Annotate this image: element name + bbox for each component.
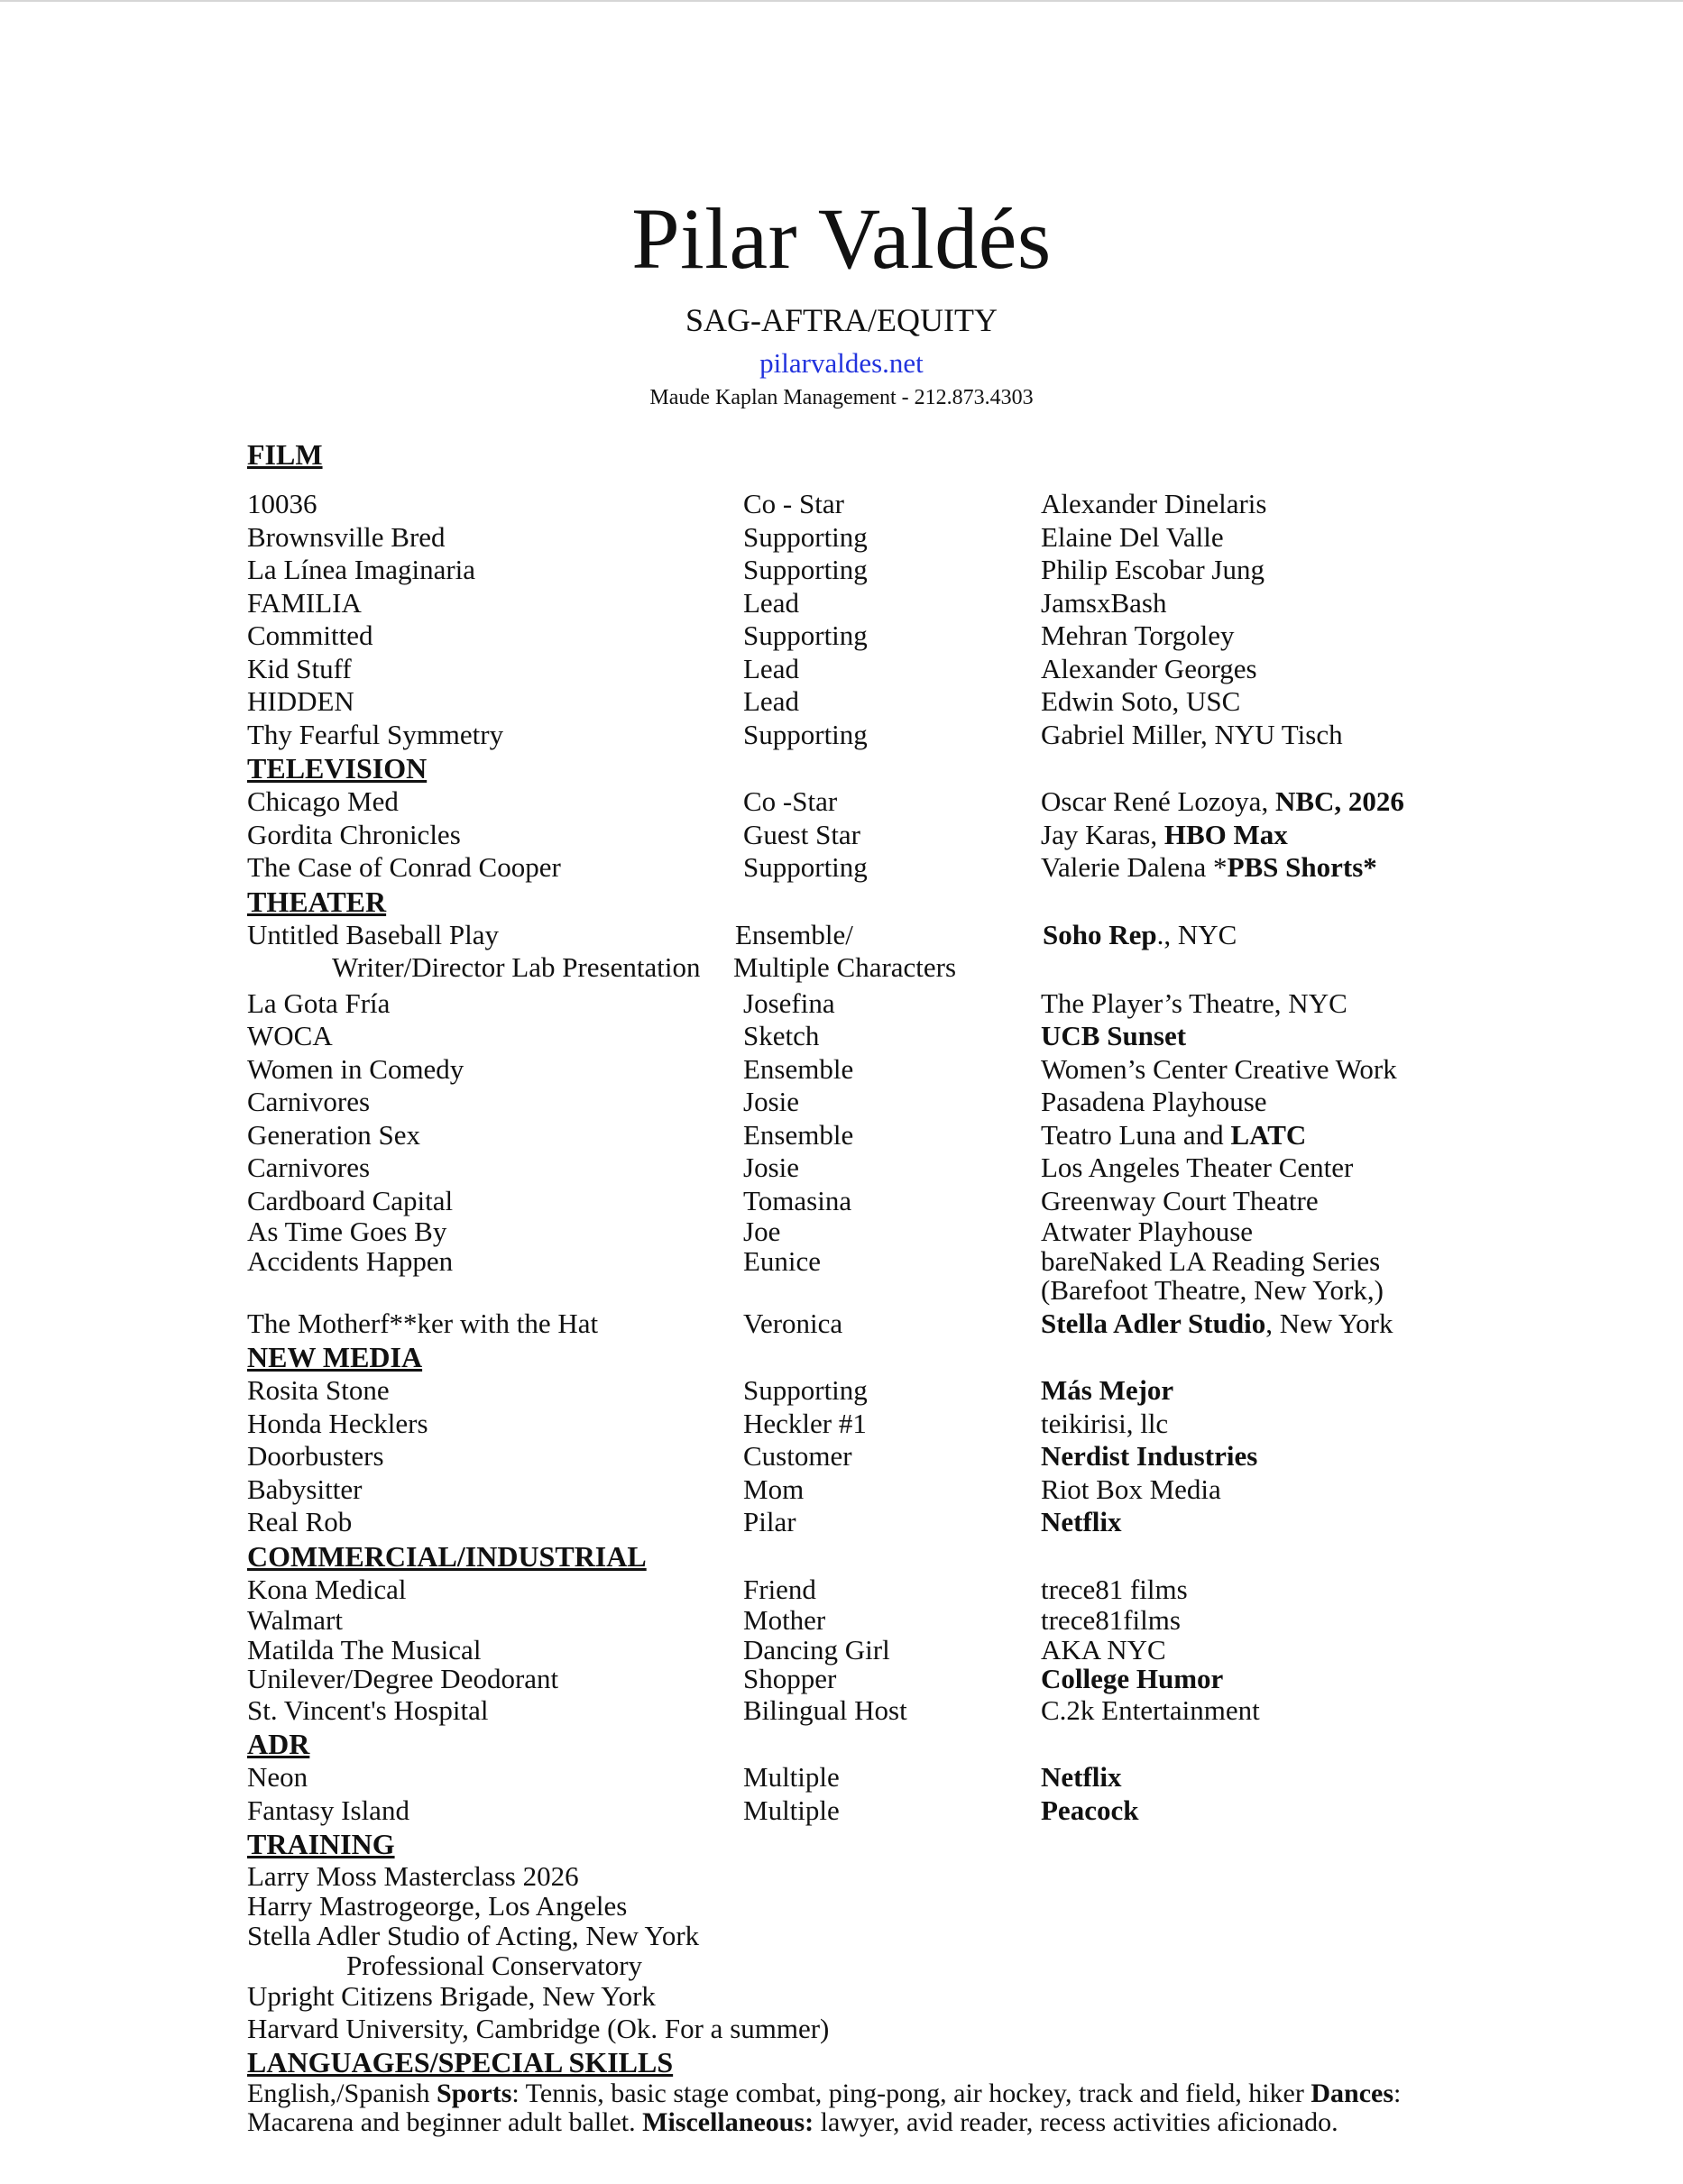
credit-title: FAMILIA <box>247 586 362 619</box>
credit-row <box>247 1217 1636 1247</box>
credit-company <box>1041 987 1347 1021</box>
film-list <box>247 488 1636 751</box>
credit-role: Friend <box>743 1573 816 1605</box>
credit-company-plain: C.2k Entertainment <box>1041 1693 1260 1726</box>
credit-title: As Time Goes By <box>247 1216 447 1247</box>
section-heading-theater: THEATER <box>247 885 387 918</box>
credit-role: Supporting <box>743 520 868 553</box>
section-heading-new-media: NEW MEDIA <box>247 1341 423 1373</box>
new-media-list <box>247 1374 1636 1539</box>
credit-company-plain: trece81 films <box>1041 1573 1188 1605</box>
credit-subtitle: Writer/Director Lab Presentation <box>332 951 701 983</box>
credit-role: Ensemble <box>743 1052 854 1085</box>
credit-company-plain: Oscar René Lozoya, <box>1041 785 1275 817</box>
credit-company-plain: Atwater Playhouse <box>1041 1216 1254 1247</box>
credit-role: Josie <box>743 1086 799 1117</box>
credit-company <box>1041 1020 1186 1053</box>
credit-subrow <box>247 1276 1636 1306</box>
credit-subrole: Multiple Characters <box>733 951 957 983</box>
credit-role: Supporting <box>743 851 868 883</box>
credit-title: Kona Medical <box>247 1573 407 1605</box>
credit-company: Mehran Torgoley <box>1041 619 1235 651</box>
credit-company: bareNaked LA Reading Series <box>1041 1244 1381 1277</box>
section-heading-training: TRAINING <box>247 1828 395 1860</box>
credit-company <box>1041 1506 1122 1539</box>
credit-role: Lead <box>743 685 799 717</box>
credit-role: Supporting <box>743 718 868 750</box>
skills-languages: English,/Spanish <box>247 2078 437 2108</box>
section-heading-skills: LANGUAGES/SPECIAL SKILLS <box>247 2046 674 2078</box>
training-item: Larry Moss Masterclass 2026 <box>247 1860 579 1892</box>
credit-title: Real Rob <box>247 1506 353 1537</box>
credit-row <box>247 1244 1636 1277</box>
credit-company <box>1041 1794 1138 1828</box>
credit-title: Women in Comedy <box>247 1052 464 1085</box>
credit-title: Neon <box>247 1761 308 1793</box>
credit-role: Heckler #1 <box>743 1407 867 1439</box>
credit-company-plain: Valerie Dalena * <box>1041 851 1228 883</box>
credit-role: Mother <box>743 1604 826 1636</box>
credit-company-bold: Stella Adler Studio <box>1041 1307 1266 1339</box>
credit-company <box>1041 1217 1253 1247</box>
credit-title: Generation Sex <box>247 1118 420 1151</box>
training-item: Harry Mastrogeorge, Los Angeles <box>247 1890 628 1922</box>
section-heading-commercial: COMMERCIAL/INDUSTRIAL <box>247 1539 647 1573</box>
credit-role: Supporting <box>743 619 868 651</box>
credit-company-bold: Nerdist Industries <box>1041 1440 1258 1472</box>
credit-title: The Case of Conrad Cooper <box>247 851 561 883</box>
credit-row <box>247 1374 1636 1408</box>
credit-company-plain: Teatro Luna and <box>1041 1118 1231 1151</box>
credit-company: Elaine Del Valle <box>1041 520 1224 553</box>
credit-company: Philip Escobar Jung <box>1041 554 1265 585</box>
credit-title: Matilda The Musical <box>247 1633 482 1666</box>
credit-title: Untitled Baseball Play <box>247 918 499 950</box>
adr-list <box>247 1761 1636 1827</box>
credit-row <box>247 1308 1636 1341</box>
credit-title: Doorbusters <box>247 1440 384 1472</box>
credit-role: Lead <box>743 586 799 619</box>
credit-row <box>247 987 1636 1021</box>
credit-row <box>247 1574 1636 1607</box>
credit-title: Carnivores <box>247 1152 371 1183</box>
credit-title: St. Vincent's Hospital <box>247 1693 489 1726</box>
credit-title: Honda Hecklers <box>247 1407 428 1439</box>
skills-dances: : Macarena and beginner adult ballet. <box>247 2078 1402 2137</box>
credit-row <box>247 1020 1636 1053</box>
credit-row <box>247 1633 1636 1666</box>
credit-role: Co -Star <box>743 785 838 817</box>
training-list <box>247 1861 1636 2045</box>
management-contact: Maude Kaplan Management - 212.873.4303 <box>649 386 1034 409</box>
credit-row <box>247 685 1636 719</box>
credit-title: Gordita Chronicles <box>247 818 461 850</box>
credit-company-bold: College Humor <box>1041 1663 1224 1694</box>
credit-company <box>1041 1574 1188 1607</box>
credit-row <box>247 521 1636 555</box>
resume-header <box>0 180 1683 411</box>
credit-company-bold: Netflix <box>1041 1506 1122 1537</box>
website-link[interactable]: pilarvaldes.net <box>759 347 924 379</box>
credit-company <box>1041 1606 1181 1636</box>
credit-title: Cardboard Capital <box>247 1184 454 1216</box>
credit-title: Thy Fearful Symmetry <box>247 718 504 750</box>
credit-company-plain: , New York <box>1265 1307 1393 1339</box>
credit-row <box>247 1086 1636 1119</box>
television-list <box>247 785 1636 885</box>
credit-title: 10036 <box>247 488 317 519</box>
credit-role: Ensemble/ <box>735 918 853 950</box>
commercial-list <box>247 1574 1636 1728</box>
credit-row <box>247 851 1636 885</box>
credit-subrow <box>247 951 1636 985</box>
resume-body <box>247 437 1636 2137</box>
credit-company <box>1041 1185 1319 1218</box>
credit-company-plain: AKA NYC <box>1041 1633 1166 1666</box>
credit-row <box>247 785 1636 819</box>
credit-company-plain: Pasadena Playhouse <box>1041 1086 1267 1117</box>
credit-company <box>1041 1374 1173 1408</box>
skills-paragraph <box>247 2079 1465 2137</box>
credit-row <box>247 1473 1636 1507</box>
actor-name: Pilar Valdés <box>631 190 1052 287</box>
credit-company-plain: teikirisi, llc <box>1041 1407 1169 1439</box>
credit-row <box>247 587 1636 620</box>
credit-role: Eunice <box>743 1244 822 1277</box>
credit-company-plain: Women’s Center Creative Work <box>1041 1052 1397 1085</box>
credit-row <box>247 488 1636 521</box>
credit-company-bold: UCB Sunset <box>1041 1020 1187 1051</box>
credit-title: Kid Stuff <box>247 652 352 684</box>
skills-misc: lawyer, avid reader, recess activities aficionado. <box>814 2107 1338 2137</box>
credit-company <box>1041 819 1288 852</box>
credit-title: WOCA <box>247 1020 333 1051</box>
credit-company-plain: Los Angeles Theater Center <box>1041 1152 1354 1183</box>
credit-company: JamsxBash <box>1041 586 1167 619</box>
credit-company-plain: trece81films <box>1041 1604 1181 1636</box>
credit-row <box>247 919 1636 952</box>
training-item: Harvard University, Cambridge (Ok. For a summer) <box>247 2013 830 2044</box>
credit-row <box>247 1408 1636 1441</box>
credit-title: Fantasy Island <box>247 1794 409 1826</box>
top-divider <box>0 0 1683 2</box>
credit-company-bold: LATC <box>1230 1118 1307 1151</box>
credit-company <box>1041 785 1404 819</box>
credit-row <box>247 1665 1636 1694</box>
credit-title: Accidents Happen <box>247 1244 454 1277</box>
credit-role: Dancing Girl <box>743 1633 890 1666</box>
credit-row <box>247 719 1636 752</box>
credit-row <box>247 1794 1636 1828</box>
credit-company: Alexander Georges <box>1041 652 1257 684</box>
credit-row <box>247 619 1636 653</box>
credit-role: Josie <box>743 1152 799 1183</box>
credit-company-plain: Greenway Court Theatre <box>1041 1184 1319 1216</box>
skills-sports: : Tennis, basic stage combat, ping-pong, air hockey, track and field, hiker <box>511 2078 1311 2108</box>
credit-company-bold: Netflix <box>1041 1761 1122 1793</box>
credit-row <box>247 554 1636 587</box>
credit-company <box>1043 919 1237 952</box>
credit-company-bold: Peacock <box>1041 1794 1139 1826</box>
credit-row <box>247 1185 1636 1218</box>
credit-company: Gabriel Miller, NYU Tisch <box>1041 718 1343 750</box>
credit-company <box>1041 1633 1166 1666</box>
credit-role: Veronica <box>743 1307 843 1339</box>
credit-company <box>1041 1053 1397 1087</box>
credit-row <box>247 1053 1636 1087</box>
section-heading-adr: ADR <box>247 1728 310 1760</box>
credit-role: Joe <box>743 1216 781 1247</box>
credit-company <box>1041 1119 1306 1152</box>
credit-role: Shopper <box>743 1663 837 1694</box>
skills-sports-label: Sports <box>437 2078 512 2108</box>
credit-company <box>1041 851 1377 885</box>
training-item: Upright Citizens Brigade, New York <box>247 1980 656 2012</box>
credit-company <box>1041 1665 1223 1694</box>
credit-company-continued: (Barefoot Theatre, New York,) <box>1041 1274 1384 1306</box>
section-heading-film: FILM <box>247 438 323 471</box>
credit-company-bold: NBC, 2026 <box>1274 785 1404 817</box>
credit-role: Customer <box>743 1440 852 1472</box>
credit-title: Walmart <box>247 1604 343 1636</box>
section-heading-television: TELEVISION <box>247 752 428 785</box>
credit-role: Guest Star <box>743 818 861 850</box>
credit-role: Bilingual Host <box>743 1693 907 1726</box>
credit-role: Pilar <box>743 1506 796 1537</box>
credit-row <box>247 1506 1636 1539</box>
credit-title: HIDDEN <box>247 685 354 717</box>
credit-company-plain: The Player’s Theatre, NYC <box>1041 986 1347 1019</box>
theater-list <box>247 919 1636 1341</box>
credit-role: Mom <box>743 1473 805 1505</box>
credit-role: Sketch <box>743 1020 820 1051</box>
credit-company <box>1041 1761 1122 1794</box>
credit-company <box>1041 1152 1353 1185</box>
credit-row <box>247 1606 1636 1636</box>
credit-company: Edwin Soto, USC <box>1041 685 1241 717</box>
credit-row <box>247 653 1636 686</box>
credit-role: Ensemble <box>743 1118 854 1151</box>
union-affiliation: SAG-AFTRA/EQUITY <box>685 302 998 338</box>
credit-title: Babysitter <box>247 1473 363 1505</box>
credit-role: Lead <box>743 652 799 684</box>
credit-role: Tomasina <box>743 1184 852 1216</box>
credit-role: Multiple <box>743 1794 840 1826</box>
credit-row <box>247 1119 1636 1152</box>
credit-title: Rosita Stone <box>247 1374 390 1406</box>
credit-title: La Gota Fría <box>247 986 391 1019</box>
credit-row <box>247 1152 1636 1185</box>
credit-company <box>1041 1440 1257 1473</box>
credit-row <box>247 1694 1636 1728</box>
credit-row <box>247 1761 1636 1794</box>
skills-misc-label: Miscellaneous: <box>642 2107 814 2137</box>
credit-company <box>1041 1308 1393 1341</box>
credit-role: Co - Star <box>743 488 844 519</box>
credit-company: Alexander Dinelaris <box>1041 488 1267 519</box>
credit-company-plain: Jay Karas, <box>1041 818 1164 850</box>
credit-company-bold: Más Mejor <box>1041 1374 1174 1406</box>
credit-company <box>1041 1408 1168 1441</box>
credit-role: Multiple <box>743 1761 840 1793</box>
credit-company <box>1041 1086 1267 1119</box>
credit-title: Committed <box>247 619 373 651</box>
credit-role: Supporting <box>743 1374 868 1406</box>
credit-title: Chicago Med <box>247 785 399 817</box>
credit-company <box>1041 1694 1260 1728</box>
training-item-detail: Professional Conservatory <box>346 1950 643 1981</box>
credit-company <box>1041 1473 1221 1507</box>
credit-company-bold: PBS Shorts* <box>1227 851 1377 883</box>
training-item: Stella Adler Studio of Acting, New York <box>247 1920 700 1951</box>
credit-title: Carnivores <box>247 1086 371 1117</box>
credit-row <box>247 1440 1636 1473</box>
credit-company-bold: HBO Max <box>1163 818 1288 850</box>
credit-title: The Motherf**ker with the Hat <box>247 1307 599 1339</box>
credit-title: La Línea Imaginaria <box>247 554 476 585</box>
credit-title: Unilever/Degree Deodorant <box>247 1663 559 1694</box>
credit-company-plain: ., NYC <box>1156 918 1237 950</box>
skills-dances-label: Dances <box>1311 2078 1393 2108</box>
credit-role: Josefina <box>743 986 835 1019</box>
credit-role: Supporting <box>743 554 868 585</box>
credit-title: Brownsville Bred <box>247 520 446 553</box>
credit-company-bold: Soho Rep <box>1043 918 1157 950</box>
credit-row <box>247 819 1636 852</box>
credit-company-plain: Riot Box Media <box>1041 1473 1221 1505</box>
